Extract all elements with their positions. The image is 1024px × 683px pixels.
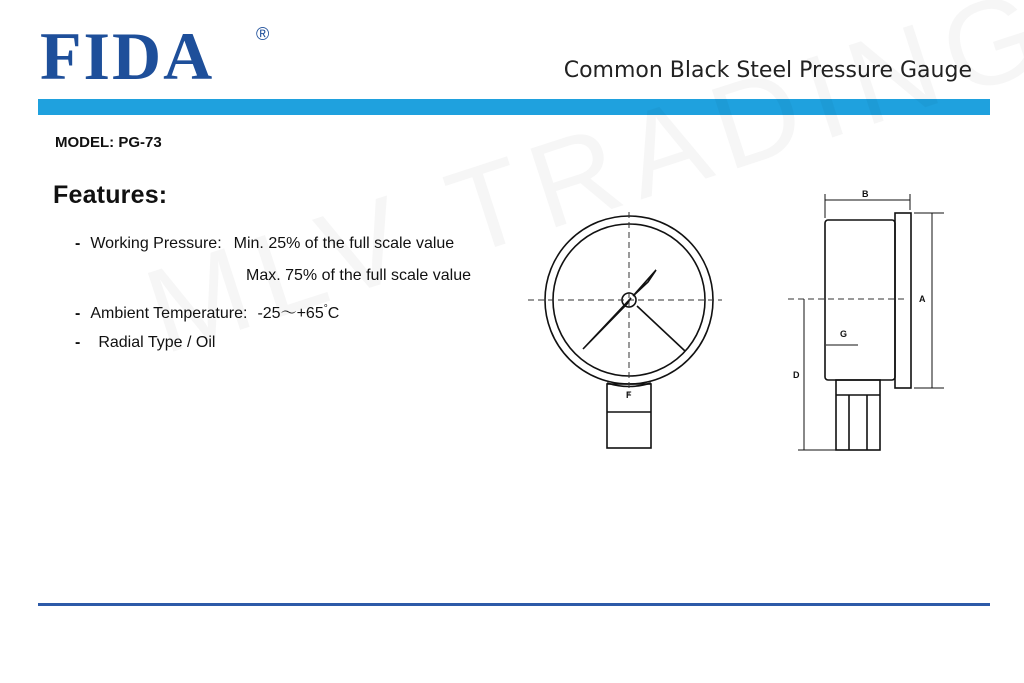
footer-rule	[38, 603, 990, 606]
degree-symbol: °	[323, 303, 328, 315]
registered-mark: ®	[256, 24, 270, 44]
working-pressure-max: Max. 75% of the full scale value	[246, 267, 472, 284]
ambient-value: -25～+65	[257, 305, 324, 322]
brand-logo: FIDA	[40, 18, 215, 94]
center-lines	[528, 212, 905, 395]
ambient-unit: C	[327, 305, 340, 322]
gauge-side-view	[825, 213, 911, 450]
bullet-dash: -	[75, 334, 81, 351]
gauge-pointer-tail	[633, 270, 656, 296]
dim-label-g: G	[840, 329, 848, 339]
model-number: MODEL: PG-73	[55, 134, 162, 151]
dim-label-b: B	[862, 189, 869, 199]
dial-mark-line	[637, 306, 685, 351]
dim-label-f: F	[626, 390, 632, 400]
working-pressure-label: Working Pressure:	[90, 235, 222, 252]
page-title: Common Black Steel Pressure Gauge	[563, 58, 972, 83]
bullet-dash: -	[75, 305, 81, 322]
gauge-pointer	[583, 298, 631, 349]
radial-label: Radial Type / Oil	[98, 334, 216, 351]
working-pressure-min: Min. 25% of the full scale value	[233, 235, 455, 252]
dimension-lines	[798, 194, 944, 450]
ambient-label: Ambient Temperature:	[90, 305, 248, 322]
features-heading: Features:	[53, 181, 168, 209]
bullet-dash: -	[75, 235, 81, 252]
dim-label-a: A	[919, 294, 926, 304]
dim-label-d: D	[793, 370, 800, 380]
